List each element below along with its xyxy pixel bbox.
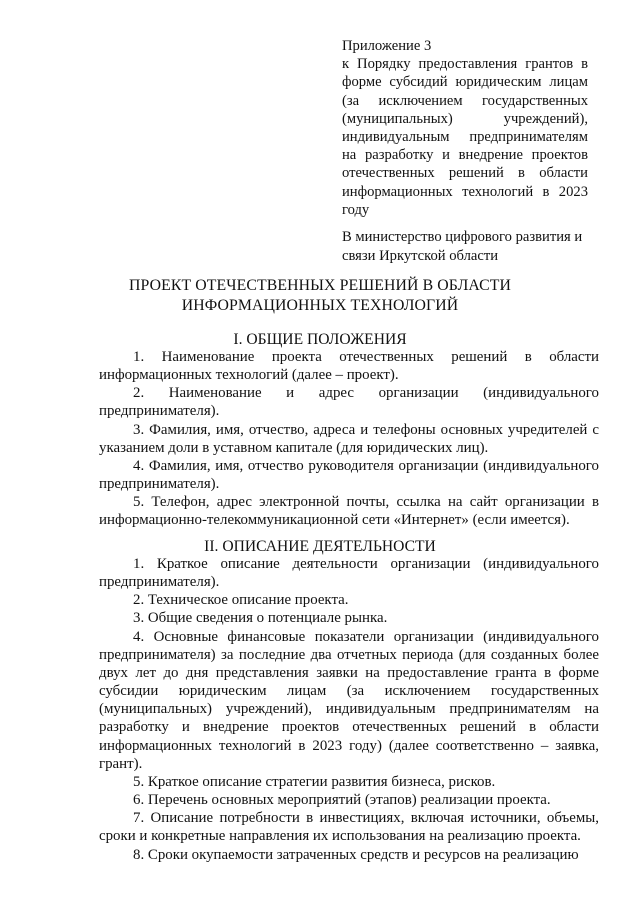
section-2-item-2: 2. Техническое описание проекта. — [133, 592, 349, 609]
section-2-item-3: 3. Общие сведения о потенциале рынка. — [133, 610, 388, 627]
section-1-item-3: 3. Фамилия, имя, отчество, адреса и телефоны основных учредителей с указанием доли в уставном капитале (для юридических лиц). — [99, 421, 599, 456]
section-2-item-5: 5. Краткое описание стратегии развития бизнеса, рисков. — [133, 773, 496, 790]
section-2-item-7: 7. Описание потребности в инвестициях, включая источники, объемы, сроки и конкретные направления их использования на реализацию проекта. — [99, 810, 599, 845]
section-1-item-4: 4. Фамилия, имя, отчество руководителя организации (индивидуального предпринимателя). — [99, 457, 599, 493]
section-1-item-2: 2. Наименование и адрес организации (индивидуального предпринимателя). — [99, 385, 599, 420]
section-2-heading: II. ОПИСАНИЕ ДЕЯТЕЛЬНОСТИ — [204, 538, 436, 555]
section-1-heading: I. ОБЩИЕ ПОЛОЖЕНИЯ — [233, 331, 407, 348]
section-1-item-5: 5. Телефон, адрес электронной почты, ссылка на сайт организации в информационно-телекоммуникационной сети «Интернет» (если имеется). — [99, 494, 599, 529]
addressee: В министерство цифрового развития и связи Иркутской области — [342, 229, 583, 264]
section-2-item-6: 6. Перечень основных мероприятий (этапов) реализации проекта. — [133, 792, 551, 809]
annex-description: к Порядку предоставления грантов в форме субсидий юридическим лицам (за исключением государственных (муниципальных) учреждений), индивидуальным предпринимателям на разработку и внедрение проектов отечественных решений в области информационных технологий в 2023 году — [342, 56, 588, 218]
annex-header — [342, 37, 588, 219]
section-1-item-1: 1. Наименование проекта отечественных решений в области информационных технологий (далее – проект). — [99, 349, 599, 384]
annex-number: Приложение 3 — [342, 38, 432, 54]
section-2-body — [99, 555, 599, 864]
section-2-item-8: 8. Сроки окупаемости затраченных средств и ресурсов на реализацию — [133, 846, 579, 863]
section-2-item-4: 4. Основные финансовые показатели организации (индивидуального предпринимателя) за последние два отчетных периода (для созданных более двух лет до дня представления заявки на предоставление гранта в форме субсидии юридическим лицам (за исключением государственных (муниципальных) учреждений), индивидуальным предпринимателям на разработку и внедрение проектов отечественных решений в области информационных технологий в 2023 году) (далее соответственно – заявка, грант). — [99, 628, 599, 772]
document-title: ПРОЕКТ ОТЕЧЕСТВЕННЫХ РЕШЕНИЙ В ОБЛАСТИ ИНФОРМАЦИОННЫХ ТЕХНОЛОГИЙ — [128, 277, 511, 314]
section-2-item-1: 1. Краткое описание деятельности организации (индивидуального предпринимателя). — [99, 556, 599, 591]
section-1-body — [99, 348, 599, 530]
